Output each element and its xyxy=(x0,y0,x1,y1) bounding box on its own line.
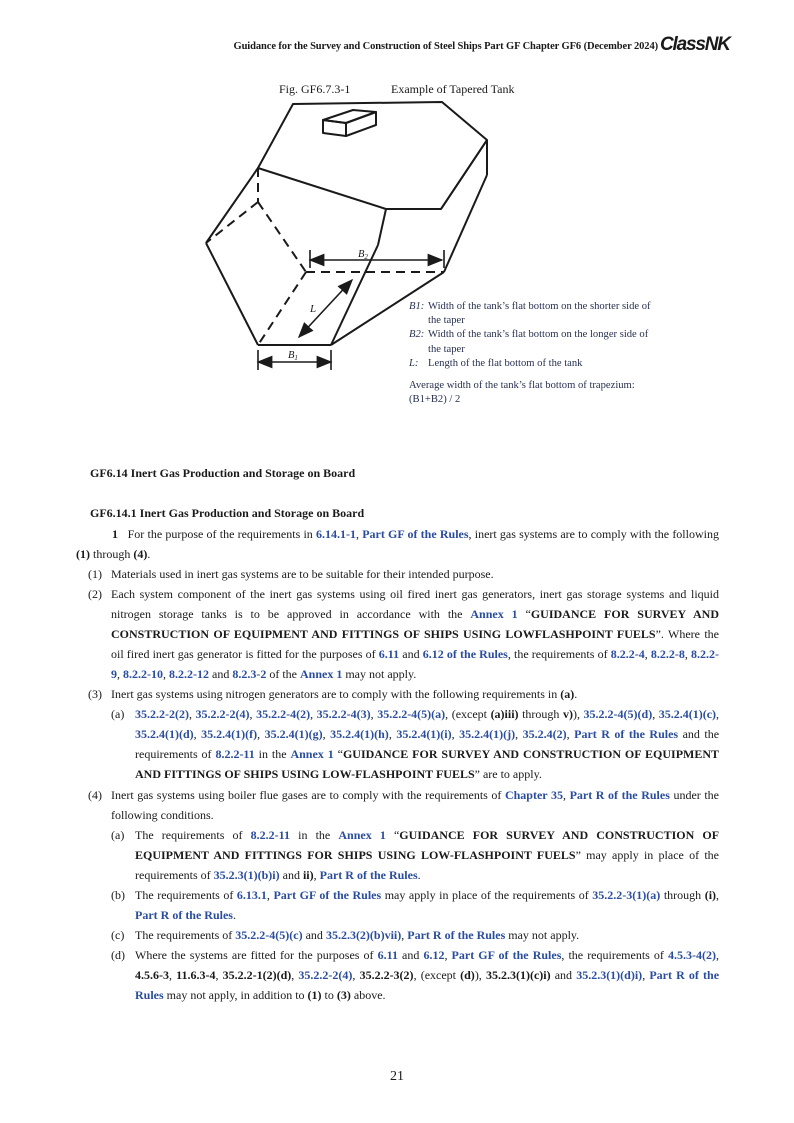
figure-caption-number: Fig. GF6.7.3-1 xyxy=(279,82,351,96)
list-item-4c: (c) The requirements of 35.2.2-4(5)(c) and 35.2.3(2)(b)vii), Part R of the Rules may not apply. xyxy=(111,928,580,942)
link-6-14-1-1[interactable]: 6.14.1-1 xyxy=(315,527,356,541)
link-8-2-2-12[interactable]: 8.2.2-12 xyxy=(169,667,209,681)
link-8-2-2-9[interactable]: 8.2.2-9 xyxy=(111,647,719,681)
page-number: 21 xyxy=(390,1069,404,1084)
subsection-title: GF6.14.1 Inert Gas Production and Storage on Board xyxy=(90,506,365,520)
running-header: Guidance for the Survey and Construction of Steel Ships Part GF Chapter GF6 (December 2024) xyxy=(233,41,658,52)
legend-row: B2: Width of the tank’s flat bottom on the longer side of the taper xyxy=(409,329,649,355)
l-dimension-arrow xyxy=(299,280,352,337)
average-width-label: Average width of the tank’s flat bottom of trapezium: xyxy=(409,380,635,392)
legend-row: L: Length of the flat bottom of the tank xyxy=(409,357,583,369)
paragraph-1: 1 For the purpose of the requirements in 6.14.1-1, Part GF of the Rules, inert gas systems are to comply with the following (1) through (4). xyxy=(76,527,719,561)
list-item-4d: (d) Where the systems are fitted for the purposes of 6.11 and 6.12, Part GF of the Rules, the requirements of 4.5.3-4(2), 4.5.6-3, 11.6.3-4, 35.2.2-1(2)(d), 35.2.2-2(4), 35.2.2-3(2), (except (d)), 35.2.3(1)(c)i) and 35.2.3(1)(d)i), Part R of the Rules may not apply, in addition to (1) to (3) above. xyxy=(111,948,720,1002)
list-item-4: (4) Inert gas systems using boiler flue gases are to comply with the requirements of Chapter 35, Part R of the Rules under the following conditions. xyxy=(88,788,720,822)
list-item-3a: (a) 35.2.2-2(2), 35.2.2-2(4), 35.2.2-4(2), 35.2.2-4(3), 35.2.2-4(5)(a), (except (a)iii) through v)), 35.2.2-4(5)(d), 35.2.4(1)(c), 35.2.4(1)(d), 35.2.4(1)(f), 35.2.4(1)(g), 35.2.4(1)(h), 35.2.4(1)(i), 35.2.4(1)(j), 35.2.4(2), Part R of the Rules and the requirements of 8.2.2-11 in the Annex 1 “GUIDANCE FOR SURVEY AND CONSTRUCTION OF EQUIPMENT AND FITTINGS OF SHIPS USING LOW-FLASHPOINT FUELS” are to apply. xyxy=(111,707,720,781)
tapered-tank-diagram xyxy=(0,0,794,440)
link-8-2-2-8[interactable]: 8.2.2-8 xyxy=(650,647,685,661)
link-8-2-2-4[interactable]: 8.2.2-4 xyxy=(610,647,645,661)
classnk-logo: ClassNK xyxy=(660,34,730,55)
link-part-gf[interactable]: Part GF of the Rules xyxy=(362,527,469,541)
l-label: L xyxy=(310,303,317,315)
list-item-4b: (b) The requirements of 6.13.1, Part GF of the Rules may apply in place of the requirements of 35.2.2-3(1)(a) through (i), Part R of the Rules. xyxy=(111,888,720,922)
link-annex-1[interactable]: Annex 1 xyxy=(299,667,343,681)
link-6-12[interactable]: 6.12 of the Rules xyxy=(422,647,508,661)
average-width-formula: (B1+B2) / 2 xyxy=(409,394,461,406)
link-6-11[interactable]: 6.11 xyxy=(378,647,400,661)
b1-label: B1 xyxy=(288,350,298,362)
list-item-4a: (a) The requirements of 8.2.2-11 in the Annex 1 “GUIDANCE FOR SURVEY AND CONSTRUCTION OF EQUIPMENT AND FITTINGS FOR SHIPS USING LOW-FLASHPOINT FUELS” may apply in place of the requirements of 35.2.3(1)(b)i) and ii), Part R of the Rules. xyxy=(111,828,720,882)
figure-legend xyxy=(409,300,663,407)
list-item-1: (1) Materials used in inert gas systems are to be suitable for their intended purpose. xyxy=(88,567,494,581)
legend-row: B1: Width of the tank’s flat bottom on the shorter side of the taper xyxy=(409,301,651,327)
figure-caption-title: Example of Tapered Tank xyxy=(391,82,515,96)
link-8-2-3-2[interactable]: 8.2.3-2 xyxy=(232,667,267,681)
b2-label: B2 xyxy=(358,249,368,261)
section-title: GF6.14 Inert Gas Production and Storage on Board xyxy=(90,466,356,480)
link-annex-1[interactable]: Annex 1 xyxy=(470,607,518,621)
link-8-2-2-10[interactable]: 8.2.2-10 xyxy=(123,667,163,681)
list-item-3: (3) Inert gas systems using nitrogen generators are to comply with the following requirements in (a). xyxy=(88,687,578,701)
list-item-2: (2) Each system component of the inert gas systems using oil fired inert gas generators, inert gas storage systems and liquid nitrogen storage tanks is to be approved in accordance with the Annex 1 “GUIDANCE FOR SURVEY AND CONSTRUCTION OF EQUIPMENT AND FITTINGS OF SHIPS USING LOWFLASHPOINT FUELS”. Where the oil fired inert gas generator is fitted for the purposes of 6.11 and 6.12 of the Rules, the requirements of 8.2.2-4, 8.2.2-8, 8.2.2-9, 8.2.2-10, 8.2.2-12 and 8.2.3-2 of the Annex 1 may not apply. xyxy=(88,587,719,681)
